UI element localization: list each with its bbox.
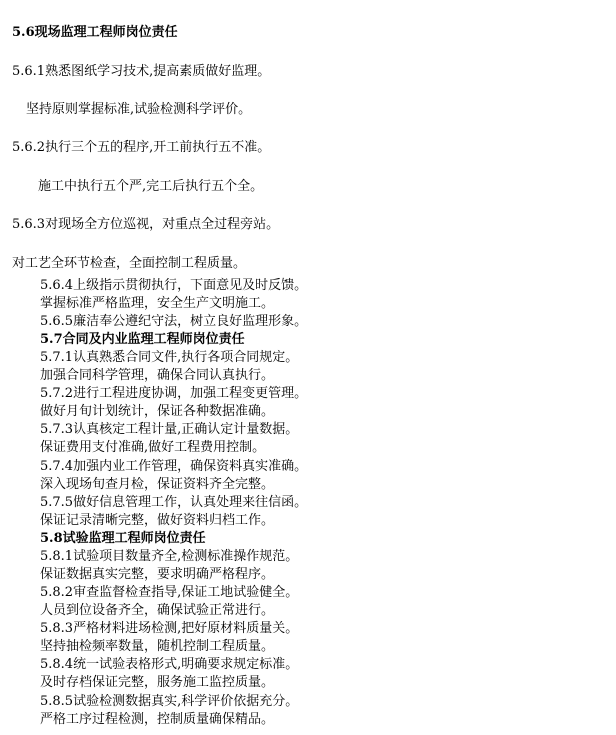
paragraph-line: 5.8.5试验检测数据真实,科学评价依据充分。 [40, 694, 299, 709]
paragraph-line: 5.7.2进行工程进度协调，加强工程变更管理。 [40, 386, 308, 401]
paragraph-line: 5.8.4统一试验表格形式,明确要求规定标准。 [40, 657, 299, 672]
paragraph-line: 保证记录清晰完整，做好资料归档工作。 [40, 513, 275, 528]
paragraph-line: 5.6.1熟悉图纸学习技术,提高素质做好监理。 [12, 64, 271, 79]
paragraph-line: 加强合同科学管理，确保合同认真执行。 [40, 368, 275, 383]
paragraph-line: 5.7.5做好信息管理工作，认真处理来往信函。 [40, 495, 308, 510]
paragraph-line: 5.6.4上级指示贯彻执行，下面意见及时反馈。 [40, 278, 308, 293]
section-heading-5-8: 5.8试验监理工程师岗位责任 [40, 531, 206, 546]
paragraph-line: 坚持原则掌握标准,试验检测科学评价。 [26, 102, 252, 117]
paragraph-line: 施工中执行五个严,完工后执行五个全。 [38, 179, 264, 194]
paragraph-line: 5.7.1认真熟悉合同文件,执行各项合同规定。 [40, 350, 299, 365]
paragraph-line: 深入现场旬查月检，保证资料齐全完整。 [40, 477, 275, 492]
paragraph-line: 及时存档保证完整，服务施工监控质量。 [40, 675, 275, 690]
paragraph-line: 5.6.2执行三个五的程序,开工前执行五不准。 [12, 140, 271, 155]
section-heading-5-6: 5.6现场监理工程师岗位责任 [12, 25, 178, 40]
paragraph-line: 保证费用支付准确,做好工程费用控制。 [40, 440, 266, 455]
paragraph-line: 保证数据真实完整，要求明确严格程序。 [40, 567, 275, 582]
paragraph-line: 掌握标准严格监理，安全生产文明施工。 [40, 296, 275, 311]
paragraph-line: 严格工序过程检测，控制质量确保精品。 [40, 712, 275, 727]
section-heading-5-7: 5.7合同及内业监理工程师岗位责任 [40, 332, 245, 347]
paragraph-line: 5.8.1试验项目数量齐全,检测标准操作规范。 [40, 549, 299, 564]
paragraph-line: 对工艺全环节检查，全面控制工程质量。 [12, 256, 247, 271]
paragraph-line: 做好月旬计划统计，保证各种数据准确。 [40, 404, 275, 419]
paragraph-line: 人员到位设备齐全，确保试验正常进行。 [40, 603, 275, 618]
paragraph-line: 5.8.2审查监督检查指导,保证工地试验健全。 [40, 585, 299, 600]
paragraph-line: 坚持抽检频率数量，随机控制工程质量。 [40, 639, 275, 654]
paragraph-line: 5.6.3对现场全方位巡视，对重点全过程旁站。 [12, 217, 280, 232]
paragraph-line: 5.7.3认真核定工程计量,正确认定计量数据。 [40, 422, 299, 437]
paragraph-line: 5.8.3严格材料进场检测,把好原材料质量关。 [40, 621, 299, 636]
paragraph-line: 5.7.4加强内业工作管理，确保资料真实准确。 [40, 459, 308, 474]
paragraph-line: 5.6.5廉洁奉公遵纪守法，树立良好监理形象。 [40, 314, 308, 329]
